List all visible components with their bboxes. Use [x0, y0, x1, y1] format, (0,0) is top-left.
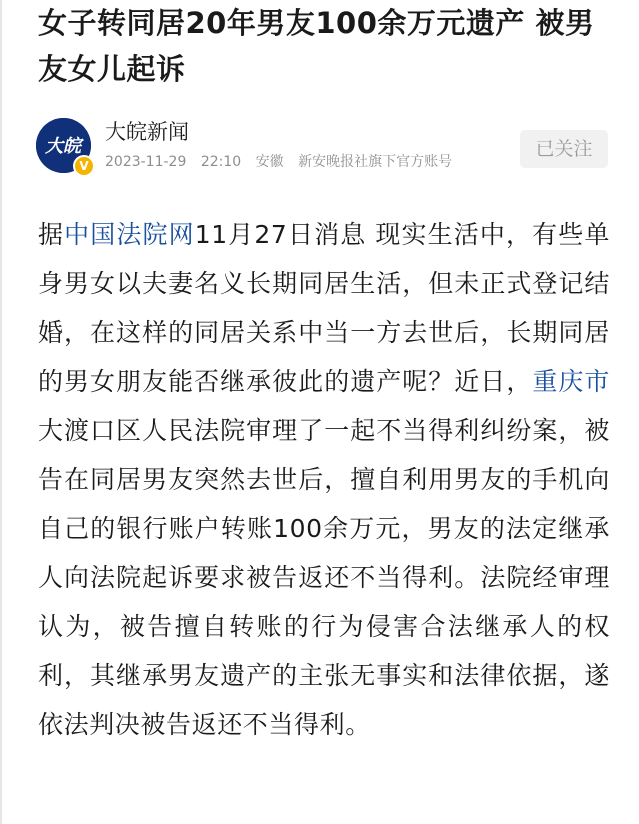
link-chongqing[interactable]: 重庆市 — [532, 367, 610, 396]
follow-button[interactable]: 已关注 — [520, 130, 608, 168]
publish-region: 安徽 — [255, 154, 284, 170]
body-text-middle: 11月27日消息 现实生活中，有些单身男女以夫妻名义长期同居生活，但未正式登记结婚，在这样的同居关系中当一方去世后，长期同居的男女朋友能否继承彼此的遗产呢？近日， — [38, 220, 610, 396]
verified-v-icon: V — [73, 155, 95, 177]
body-text-start: 据 — [38, 220, 65, 249]
author-name[interactable]: 大皖新闻 — [105, 120, 189, 144]
left-divider — [0, 0, 2, 824]
avatar[interactable] — [36, 118, 91, 173]
article-paragraph — [38, 210, 610, 749]
article-title: 女子转同居20年男友100余万元遗产 被男友女儿起诉 — [38, 6, 595, 86]
article-meta — [105, 153, 462, 171]
link-china-court-net[interactable]: 中国法院网 — [64, 220, 195, 249]
publish-time: 22:10 — [200, 154, 242, 170]
avatar-text: 大皖 — [45, 136, 81, 156]
author-description: 新安晚报社旗下官方账号 — [298, 154, 453, 170]
author-row — [36, 118, 608, 178]
publish-date: 2023-11-29 — [105, 154, 187, 170]
body-text-end: 大渡口区人民法院审理了一起不当得利纠纷案，被告在同居男友突然去世后，擅自利用男友的手机向自己的银行账户转账100余万元，男友的法定继承人向法院起诉要求被告返还不当得利。法院经审理认为，被告擅自转账的行为侵害合法继承人的权利，其继承男友遗产的主张无事实和法律依据，遂依法判决被告返还不当得利。 — [38, 416, 610, 739]
